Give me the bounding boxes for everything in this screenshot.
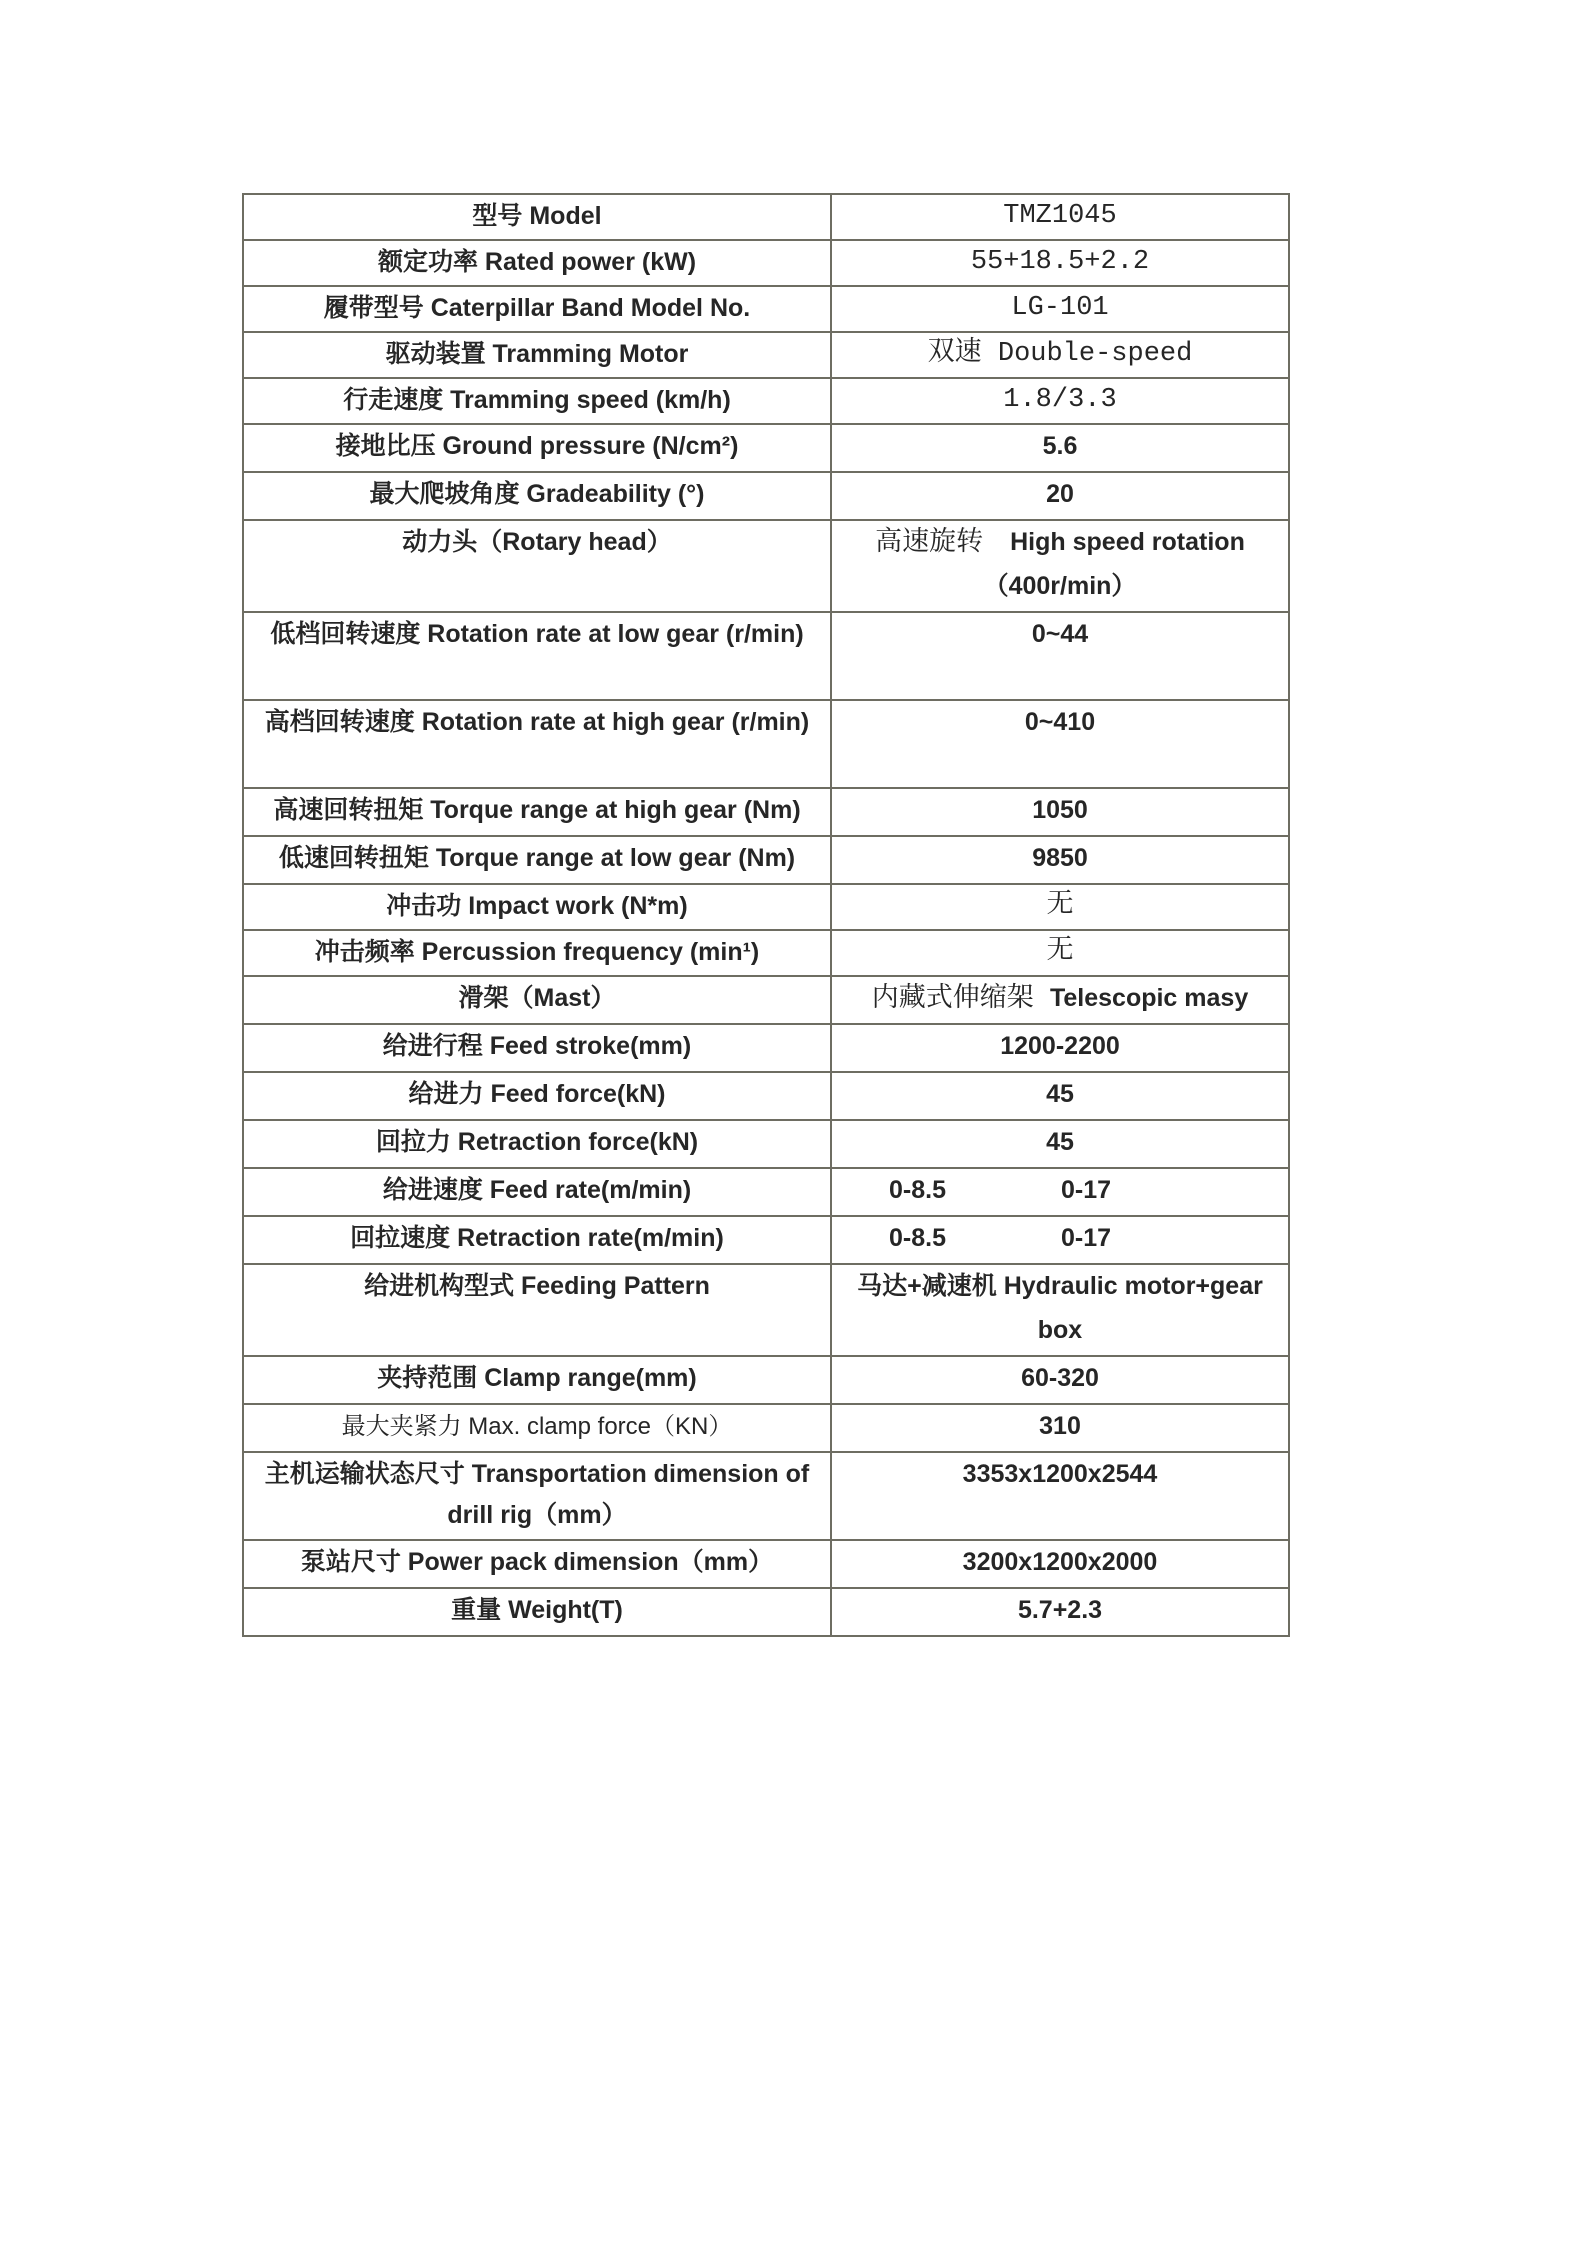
value-text: 高速旋转 [875,529,1011,559]
spec-label-cell: 行走速度 Tramming speed (km/h) [243,378,831,424]
spec-value-cell [831,1404,1289,1452]
value-text: 0-8.5 [889,1176,946,1204]
spec-label-cell: 主机运输状态尺寸 Transportation dimension of drill rig（mm） [243,1452,831,1540]
value-line [838,522,1282,566]
value-text: LG-101 [1011,293,1109,323]
table-row [243,1404,1289,1452]
table-row [243,332,1289,378]
spec-value-cell [831,976,1289,1024]
value-text: 60-320 [1021,1364,1099,1392]
table-row [243,1072,1289,1120]
table-row [243,1452,1289,1540]
spec-value-cell [831,1540,1289,1588]
value-text: 3200x1200x2000 [962,1548,1158,1576]
table-row [243,424,1289,472]
spec-value-cell [831,424,1289,472]
spec-label-cell: 最大夹紧力 Max. clamp force（KN） [243,1404,831,1452]
value-text: 0-8.5 [889,1224,946,1252]
spec-value-cell [831,1356,1289,1404]
table-row [243,612,1289,700]
value-text: 5.6 [1042,432,1078,460]
value-text: High speed rotation [1010,528,1245,556]
value-text: 55+18.5+2.2 [970,247,1150,277]
table-row [243,1168,1289,1216]
spec-value-cell [831,1588,1289,1636]
table-row [243,520,1289,612]
value-text: Telescopic masy [1049,984,1249,1012]
spec-value-cell [831,1168,1289,1216]
table-row [243,788,1289,836]
value-text: 0~44 [1031,620,1089,648]
value-line [838,566,1282,610]
spec-value-cell [831,520,1289,612]
table-row [243,700,1289,788]
value-text: 310 [1039,1412,1081,1440]
spec-label-cell: 给进机构型式 Feeding Pattern [243,1264,831,1356]
spec-value-cell [831,378,1289,424]
value-text: 内藏式伸缩架 [871,985,1050,1015]
spec-value-cell [831,472,1289,520]
spec-label-cell: 回拉力 Retraction force(kN) [243,1120,831,1168]
table-row [243,884,1289,930]
spec-label-cell: 重量 Weight(T) [243,1588,831,1636]
spec-value-cell [831,884,1289,930]
spec-label-cell: 额定功率 Rated power (kW) [243,240,831,286]
spec-value-cell [831,1264,1289,1356]
spec-label-cell: 高速回转扭矩 Torque range at high gear (Nm) [243,788,831,836]
spec-label-cell: 最大爬坡角度 Gradeability (°) [243,472,831,520]
value-text: 45 [1046,1080,1074,1108]
spec-label-cell: 低档回转速度 Rotation rate at low gear (r/min) [243,612,831,700]
spec-label-cell: 动力头（Rotary head） [243,520,831,612]
value-text: 20 [1046,480,1074,508]
spec-label-cell: 回拉速度 Retraction rate(m/min) [243,1216,831,1264]
spec-value-cell [831,788,1289,836]
value-text: 马达+减速机 Hydraulic motor+gear box [857,1272,1263,1344]
spec-label-cell: 泵站尺寸 Power pack dimension（mm） [243,1540,831,1588]
value-text: 0-17 [1060,1176,1112,1204]
value-text: 5.7+2.3 [1017,1596,1103,1624]
table-row [243,286,1289,332]
value-text: 无 [1046,937,1074,967]
table-row [243,378,1289,424]
table-row [243,472,1289,520]
table-row [243,240,1289,286]
value-line [838,978,1282,1022]
spec-value-cell [831,836,1289,884]
spec-label-cell: 夹持范围 Clamp range(mm) [243,1356,831,1404]
spec-label-cell: 履带型号 Caterpillar Band Model No. [243,286,831,332]
spec-label-cell: 驱动装置 Tramming Motor [243,332,831,378]
spec-value-cell [831,1072,1289,1120]
table-row [243,194,1289,240]
spec-label-cell: 滑架（Mast） [243,976,831,1024]
spec-value-cell [831,286,1289,332]
value-text: 3353x1200x2544 [962,1460,1158,1488]
table-row [243,1120,1289,1168]
spec-label-cell: 给进力 Feed force(kN) [243,1072,831,1120]
spec-table-body [243,194,1289,1636]
value-text: 1050 [1032,796,1088,824]
spec-label-cell: 给进速度 Feed rate(m/min) [243,1168,831,1216]
table-row [243,1540,1289,1588]
table-row [243,1588,1289,1636]
spec-value-cell [831,1024,1289,1072]
spec-label-cell: 冲击频率 Percussion frequency (min¹) [243,930,831,976]
value-text: 45 [1046,1128,1074,1156]
table-row [243,1264,1289,1356]
spec-label-cell: 冲击功 Impact work (N*m) [243,884,831,930]
table-row [243,1216,1289,1264]
value-text: 1.8/3.3 [1003,385,1117,415]
value-text: 双速 Double-speed [927,339,1193,369]
table-row [243,930,1289,976]
table-row [243,836,1289,884]
value-text: 无 [1046,891,1074,921]
spec-value-cell [831,1216,1289,1264]
spec-value-cell [831,930,1289,976]
value-text: （400r/min） [983,572,1137,600]
spec-table [242,193,1290,1637]
spec-value-cell [831,194,1289,240]
value-text: 0-17 [1060,1224,1112,1252]
value-text: 1200-2200 [1000,1032,1120,1060]
spec-value-cell [831,240,1289,286]
value-text: 0~410 [1024,708,1096,736]
spec-label-cell: 高档回转速度 Rotation rate at high gear (r/min) [243,700,831,788]
spec-label-cell: 给进行程 Feed stroke(mm) [243,1024,831,1072]
spec-value-cell [831,612,1289,700]
spec-value-cell [831,1120,1289,1168]
spec-label-cell: 型号 Model [243,194,831,240]
table-row [243,976,1289,1024]
value-text: TMZ1045 [1003,201,1117,231]
value-text: 9850 [1032,844,1088,872]
table-row [243,1024,1289,1072]
spec-value-cell [831,1452,1289,1540]
spec-label-cell: 接地比压 Ground pressure (N/cm²) [243,424,831,472]
spec-value-cell [831,332,1289,378]
table-row [243,1356,1289,1404]
spec-label-cell: 低速回转扭矩 Torque range at low gear (Nm) [243,836,831,884]
spec-value-cell [831,700,1289,788]
